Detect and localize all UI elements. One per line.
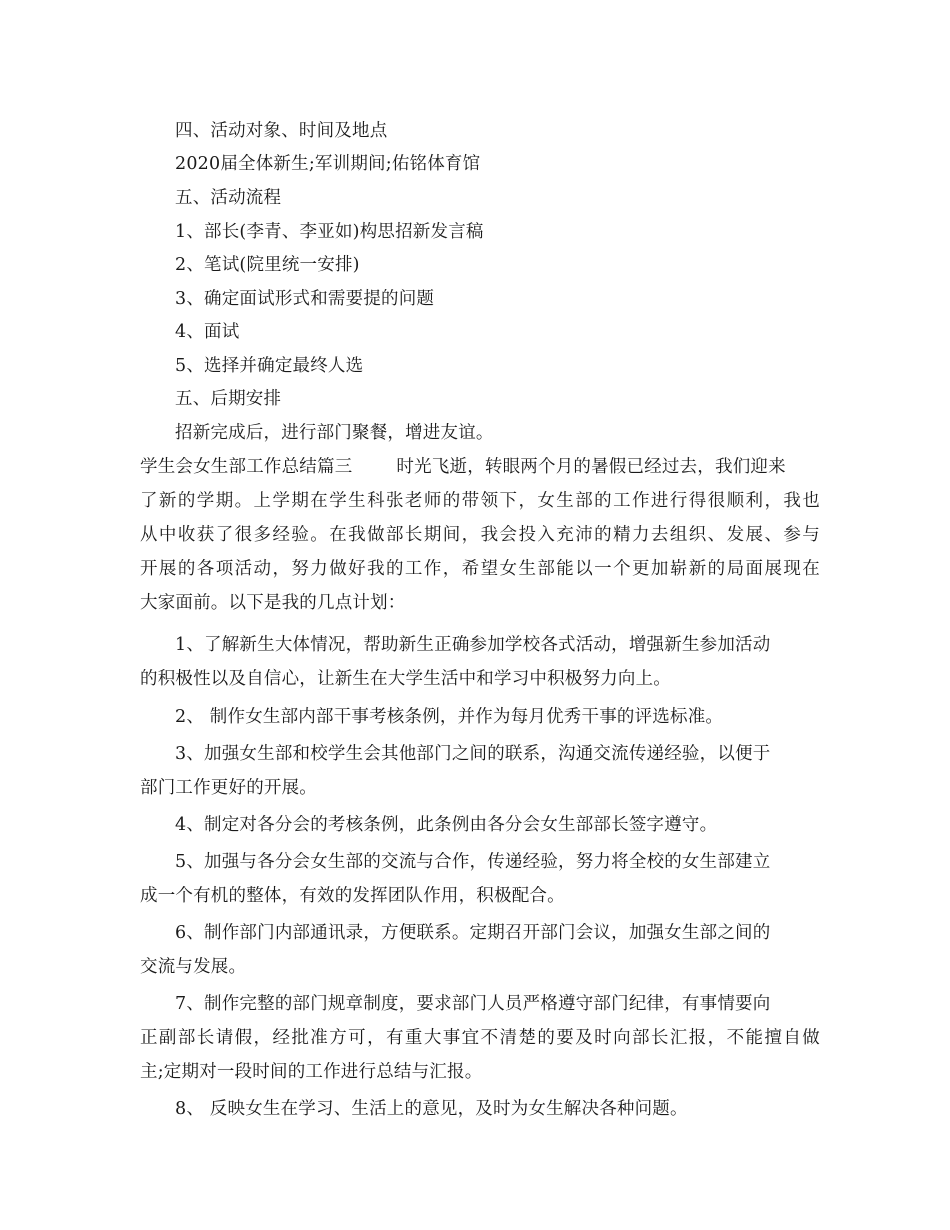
- plan-4: 4、制定对各分会的考核条例，此条例由各分会女生部部长签字遵守。: [175, 815, 718, 835]
- heading-activity-target: 四、活动对象、时间及地点: [175, 121, 388, 141]
- process-step-5: 5、选择并确定最终人选: [175, 356, 364, 376]
- plan-7-line-3: 主;定期对一段时间的工作进行总结与汇报。: [140, 1062, 483, 1082]
- section-heading-line: [140, 450, 820, 484]
- plan-8: 8、 反映女生在学习、生活上的意见，及时为女生解决各种问题。: [175, 1099, 688, 1119]
- activity-target-detail: 2020届全体新生;军训期间;佑铭体育馆: [175, 154, 481, 174]
- para1-line-4: 开展的各项活动，努力做好我的工作，希望女生部能以一个更加崭新的局面展现在: [140, 559, 820, 579]
- later-arrangement-detail: 招新完成后，进行部门聚餐，增进友谊。: [175, 423, 494, 443]
- plan-2: 2、 制作女生部内部干事考核条例，并作为每月优秀干事的评选标准。: [175, 707, 724, 727]
- plan-1-line-2: 的积极性以及自信心，让新生在大学生活中和学习中积极努力向上。: [140, 669, 671, 689]
- process-step-3: 3、确定面试形式和需要提的问题: [175, 289, 435, 309]
- plan-7-line-2: 正副部长请假，经批准方可，有重大事宜不清楚的要及时向部长汇报，不能擅自做: [140, 1028, 820, 1048]
- para1-line-3: 从中收获了很多经验。在我做部长期间，我会投入充沛的精力去组织、发展、参与: [140, 525, 820, 545]
- process-step-1: 1、部长(李青、李亚如)构思招新发言稿: [175, 222, 484, 242]
- para1-line-1: 时光飞逝，转眼两个月的暑假已经过去，我们迎来: [396, 457, 786, 477]
- plan-1-line-1: 1、了解新生大体情况，帮助新生正确参加学校各式活动，增强新生参加活动: [175, 635, 771, 655]
- process-step-4: 4、面试: [175, 322, 240, 342]
- plan-3-line-1: 3、加强女生部和校学生会其他部门之间的联系，沟通交流传递经验，以便于: [175, 744, 771, 764]
- para1-line-5: 大家面前。以下是我的几点计划：: [140, 593, 406, 613]
- plan-3-line-2: 部门工作更好的开展。: [140, 778, 317, 798]
- para1-line-2: 了新的学期。上学期在学生科张老师的带领下，女生部的工作进行得很顺利，我也: [140, 491, 820, 511]
- plan-5-line-2: 成一个有机的整体，有效的发挥团队作用，积极配合。: [140, 886, 565, 906]
- section-heading: 学生会女生部工作总结篇三: [140, 457, 353, 477]
- heading-later-arrangement: 五、后期安排: [175, 389, 282, 409]
- heading-activity-process: 五、活动流程: [175, 188, 282, 208]
- plan-5-line-1: 5、加强与各分会女生部的交流与合作，传递经验，努力将全校的女生部建立: [175, 852, 771, 872]
- process-step-2: 2、笔试(院里统一安排): [175, 255, 360, 275]
- plan-7-line-1: 7、制作完整的部门规章制度，要求部门人员严格遵守部门纪律，有事情要向: [175, 994, 771, 1014]
- plan-6-line-1: 6、制作部门内部通讯录，方便联系。定期召开部门会议，加强女生部之间的: [175, 923, 771, 943]
- plan-6-line-2: 交流与发展。: [140, 957, 247, 977]
